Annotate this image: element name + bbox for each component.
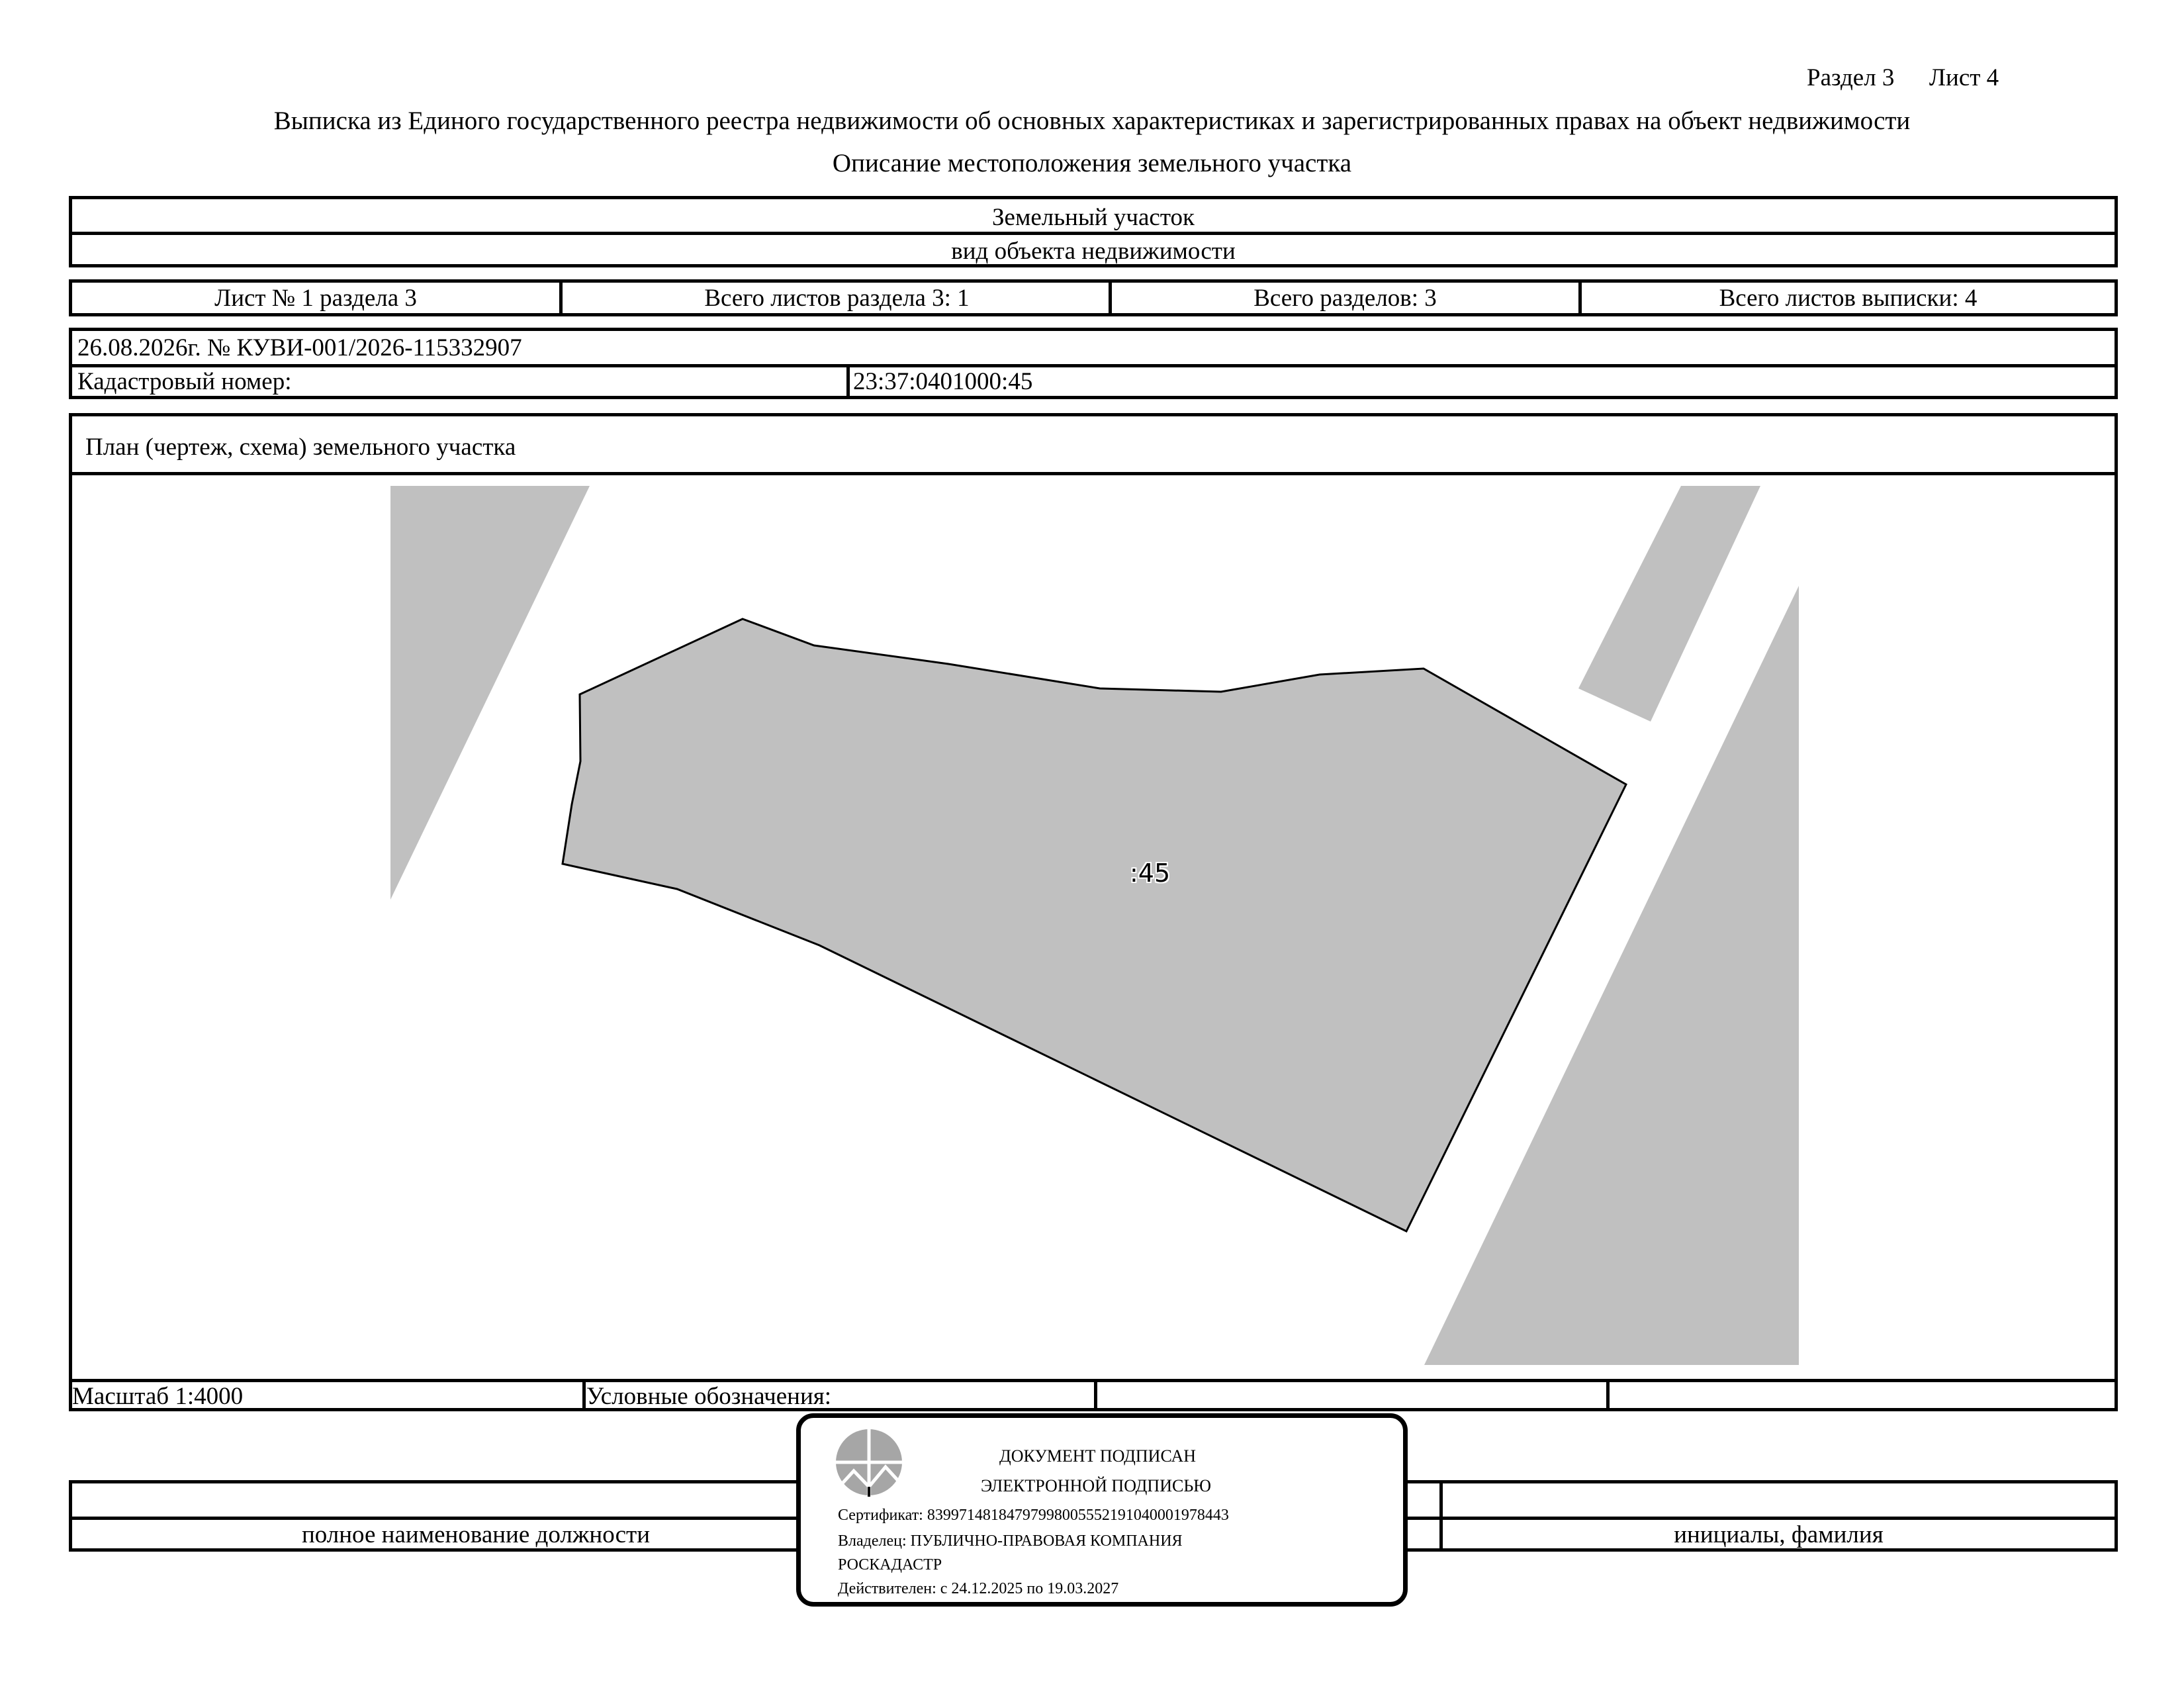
record-table — [69, 328, 2118, 399]
position-caption: полное наименование должности — [301, 1521, 651, 1548]
total-sections-cell — [1112, 283, 1578, 313]
rosreestr-logo-icon — [834, 1427, 904, 1497]
stamp-owner-line1: Владелец: ПУБЛИЧНО-ПРАВОВАЯ КОМПАНИЯ — [838, 1532, 1183, 1550]
neighbor-parcel-top-right — [1578, 486, 1760, 722]
total-sheets-section: Всего листов раздела 3: 1 — [704, 284, 970, 312]
scale-label: Масштаб 1:4000 — [72, 1383, 244, 1410]
stamp-validity: Действителен: с 24.12.2025 по 19.03.2027 — [838, 1580, 1119, 1597]
object-type-value: Земельный участок — [992, 204, 1195, 231]
total-sheets-extract: Всего листов выписки: 4 — [1719, 284, 1978, 312]
record-date-number: 26.08.2026г. № КУВИ-001/2026-115332907 — [77, 334, 522, 361]
parcel-45-outline — [563, 619, 1626, 1231]
total-sheets-section-cell — [563, 283, 1111, 313]
plan-heading: План (чертеж, схема) земельного участка — [85, 434, 516, 461]
stamp-line2: ЭЛЕКТРОННОЙ ПОДПИСЬЮ — [981, 1476, 1211, 1495]
stamp-line1: ДОКУМЕНТ ПОДПИСАН — [999, 1446, 1197, 1466]
section-label: Раздел 3 — [1807, 64, 1895, 91]
electronic-signature-stamp — [796, 1413, 1408, 1607]
document-title: Выписка из Единого государственного реестра недвижимости об основных характеристиках и зарегистрированных правах на объект недвижимости — [273, 107, 1911, 135]
document-subtitle: Описание местоположения земельного участка — [832, 149, 1352, 177]
object-type-table — [69, 196, 2118, 267]
parcel-label: :45 — [1130, 859, 1171, 888]
sheet-info-table — [69, 279, 2118, 316]
name-caption: инициалы, фамилия — [1674, 1521, 1884, 1548]
total-sections: Всего разделов: 3 — [1253, 284, 1437, 312]
object-type-caption: вид объекта недвижимости — [951, 238, 1236, 265]
sheet-of-section-cell — [72, 283, 559, 313]
section-sheet-label — [1807, 64, 1999, 92]
legend-label: Условные обозначения: — [586, 1383, 832, 1410]
neighbor-parcel-left — [390, 486, 590, 900]
plan-drawing — [69, 413, 2118, 1411]
sheet-of-section: Лист № 1 раздела 3 — [214, 284, 417, 312]
stamp-certificate: Сертификат: 8399714818479799800555219104000197844​3 — [838, 1507, 1229, 1524]
stamp-owner-line2: РОСКАДАСТР — [838, 1556, 942, 1573]
total-sheets-extract-cell — [1582, 283, 2115, 313]
plan-section — [69, 413, 2118, 1411]
cadastral-label: Кадастровый номер: — [77, 368, 292, 395]
cadastral-value: 23:37:0401000:45 — [853, 368, 1033, 395]
sheet-label: Лист 4 — [1929, 64, 1999, 91]
